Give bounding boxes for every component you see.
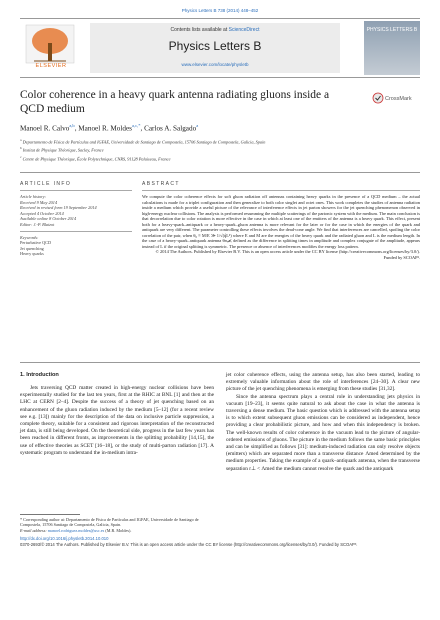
- article-info-heading: ARTICLE INFO: [20, 181, 72, 187]
- author-affil-marker: a,c,*: [131, 123, 141, 128]
- article-info: [20, 181, 132, 257]
- journal-cover-thumbnail: [364, 21, 420, 75]
- abstract-heading: ABSTRACT: [142, 181, 180, 187]
- history-entry: Available online 8 October 2014: [20, 216, 77, 222]
- body-paragraph: jet color coherence effects, using the antenna setup, has also been started, leading to extremely valuable information about the role of interferences [24–30]. A clear new picture of the jet quenching phenomena is emerging from these studies [31,32].: [226, 372, 420, 393]
- history-entry: Received 9 May 2014: [20, 199, 58, 205]
- bottom-metadata: [20, 536, 420, 547]
- contents-line: Contents lists available at ScienceDirect: [170, 27, 260, 33]
- doi-link[interactable]: http://dx.doi.org/10.1016/j.physletb.2014.10.010: [20, 536, 109, 541]
- divider: [20, 231, 132, 232]
- body-paragraph: Since the antenna spectrum plays a central role in understanding jets physics in vacuum [19–23], it seems quite natural to ask about the case in what the antenna is traversing a dense medium. The basic question which is addressed with the antenna setup is to which extent subsequent gluon emissions can be considered as independent, hence providing a clear probabilistic picture, and how and when this independency is broken. The well-known results of color coherence in the vacuum lead to the picture of angular-ordered emissions of gluons. The picture in the medium follows the same basic principles and can be simplified as follows [31]: medium-induced radiation can only resolve objects (emitters) which are separated more than a transverse distance Λmed determined by the medium properties. Taking the example of a quark–antiquark antenna, when the transverse separation r⊥ < Λmed the medium cannot resolve the quark and the antiquark: [226, 393, 420, 472]
- abstract-body: We compute the color coherence effects for soft gluon radiation off antennas containing heavy quarks in the presence of a QCD medium – the actual calculations is made for a triplet configuration and then generalize to both color singlet and octet ones. This work completes the studies of antenna radiation inside a medium which provide a useful picture of the relevance of interference effects in jet parton showers for the jet quenching phenomenon observed in high-energy nuclear collisions. The analysis is performed resumming the multiple scatterings of the partonic system with the medium. The main conclusion is that decorrelation due to color rotation is more effective in the case in which at least one of the emitters of the antenna is a heavy quark. This effect, present both for a heavy-quark–antiquark or a heavy-quark–gluon antenna is more relevant for the later or for the case in which the energies of the quark and antiquark are very different. The parameter controlling these effects involves the dead-cone angle. We find that interferences are cancelled, spoiling the color correlation of the pair, when θ₀ ≡ M/E ≫ 1/√(q̂L³) where E and M are the energies of the heavy quark and the radiated gluon and L is the medium length. In the case of a heavy-quark–antiquark antenna θₘₑ𝒹, defined as the difference in splitting times in amplitude and complex conjugate of the amplitude, appears instead of L if the original splitting is symmetric. The presence or absence of interferences modifies the energy loss pattern.: [142, 194, 420, 249]
- section-heading: 1. Introduction: [20, 372, 59, 378]
- corresponding-author-note: * Corresponding author at: Departamento de Física de Partículas and IGFAE, Universidade de Santiago de Compostela, 15706 Santiago de Compostela, Galicia, Spain.: [20, 517, 199, 528]
- divider: [20, 190, 132, 191]
- author-affil-marker: a,b: [69, 123, 75, 128]
- journal-banner: [90, 23, 340, 73]
- affiliation: $^b$ Institut de Physique Théorique, Saclay, France: [20, 146, 104, 153]
- divider: [20, 362, 420, 363]
- journal-citation: Physics Letters B 738 (2014) 448–452: [181, 8, 259, 13]
- abstract-license: © 2014 The Authors. Published by Elsevier B.V. This is an open access article under the CC BY license (http://creativecommons.org/licenses/by/3.0/). Funded by SCOAP³.: [155, 249, 420, 261]
- affiliations: [20, 137, 420, 162]
- author-affil-marker: a: [196, 123, 199, 128]
- history-entry: Received in revised form 19 September 2014: [20, 205, 97, 211]
- article-history: Article history: Received 9 May 2014 Received in revised form 19 September 2014 Accepted 4 October 2014 Available online 8 October 2014 Editor: J.-P. Blaizot: [20, 194, 132, 228]
- author-list: Manoel R. Calvo$^{a,b}$, Manoel R. Moldes$^{a,c,*}$, Carlos A. Salgado$^a$: [20, 123, 199, 133]
- journal-homepage-link[interactable]: www.elsevier.com/locate/physletb: [181, 62, 249, 67]
- email-link[interactable]: manoel.rodriguez.moldes@usc.es: [47, 527, 105, 533]
- divider: [20, 172, 420, 173]
- license-line: 0370-2693/© 2014 The Authors. Published by Elsevier B.V. This is an open access article under the CC BY license (http://creativecommons.org/licenses/by/3.0/). Funded by SCOAP³.: [20, 541, 358, 547]
- body-column-left: [20, 385, 214, 457]
- divider: [142, 190, 420, 191]
- journal-header: [20, 18, 420, 78]
- footnote-rule: [20, 514, 80, 515]
- crossmark-label: CrossMark: [385, 96, 412, 102]
- cover-title: PHYSICS LETTERS B: [366, 27, 418, 33]
- keyword: Perturbative QCD: [20, 240, 52, 246]
- crossmark-icon[interactable]: [372, 92, 420, 104]
- body-column-right: [226, 372, 420, 473]
- abstract: [142, 181, 420, 261]
- history-entry: Editor: J.-P. Blaizot: [20, 221, 55, 227]
- publisher-name: ELSEVIER: [35, 63, 67, 69]
- author-name[interactable]: Carlos A. Salgado: [144, 124, 197, 133]
- keywords: Keywords: Perturbative QCD Jet quenching Heavy quarks: [20, 235, 132, 257]
- affiliation: $^a$ Departamento de Física de Partículas and IGFAE, Universidade de Santiago de Compostela, 15706 Santiago de Compostela, Galicia, Spain: [20, 138, 266, 145]
- email-line: E-mail address: manoel.rodriguez.moldes@usc.es (M.R. Moldes).: [20, 527, 132, 533]
- article-title: Color coherence in a heavy quark antenna radiating gluons inside a QCD medium: [20, 89, 330, 115]
- keyword: Heavy quarks: [20, 251, 44, 257]
- keyword: Jet quenching: [20, 245, 44, 251]
- affiliation: $^c$ Centre de Physique Théorique, École Polytechnique, CNRS, 91128 Palaiseau, France: [20, 154, 171, 162]
- sciencedirect-link[interactable]: ScienceDirect: [228, 27, 260, 33]
- author-name[interactable]: Manoel R. Moldes: [78, 124, 132, 133]
- history-entry: Accepted 4 October 2014: [20, 210, 64, 216]
- footnote: [20, 517, 214, 533]
- journal-name: Physics Letters B: [168, 39, 262, 53]
- body-paragraph: Jets traversing QCD matter created in high-energy nuclear collisions have been experimentally studied for the last ten years, first at the RHIC at BNL [1] and then at the LHC at CERN [2–4]. Despite the success of a theory of jet quenching based on an enhancement of the gluon radiation induced by the medium [5–12] (for a recent review see e.g. [13]) mainly for the description of the data on inclusive particle suppression, a complete theory, suitable for a consistent and rigorous interpretation of the reconstructed jet data, is still being developed. On the theoretical side, progress in the last few years has been reached in different fronts, as improvements in the splitting probability [14,15], the use of effective theories as SCET [16–18], or the study of multi-parton radiation [17]. A systematic program to understand the in-medium intra-: [20, 385, 214, 456]
- author-name[interactable]: Manoel R. Calvo: [20, 124, 70, 133]
